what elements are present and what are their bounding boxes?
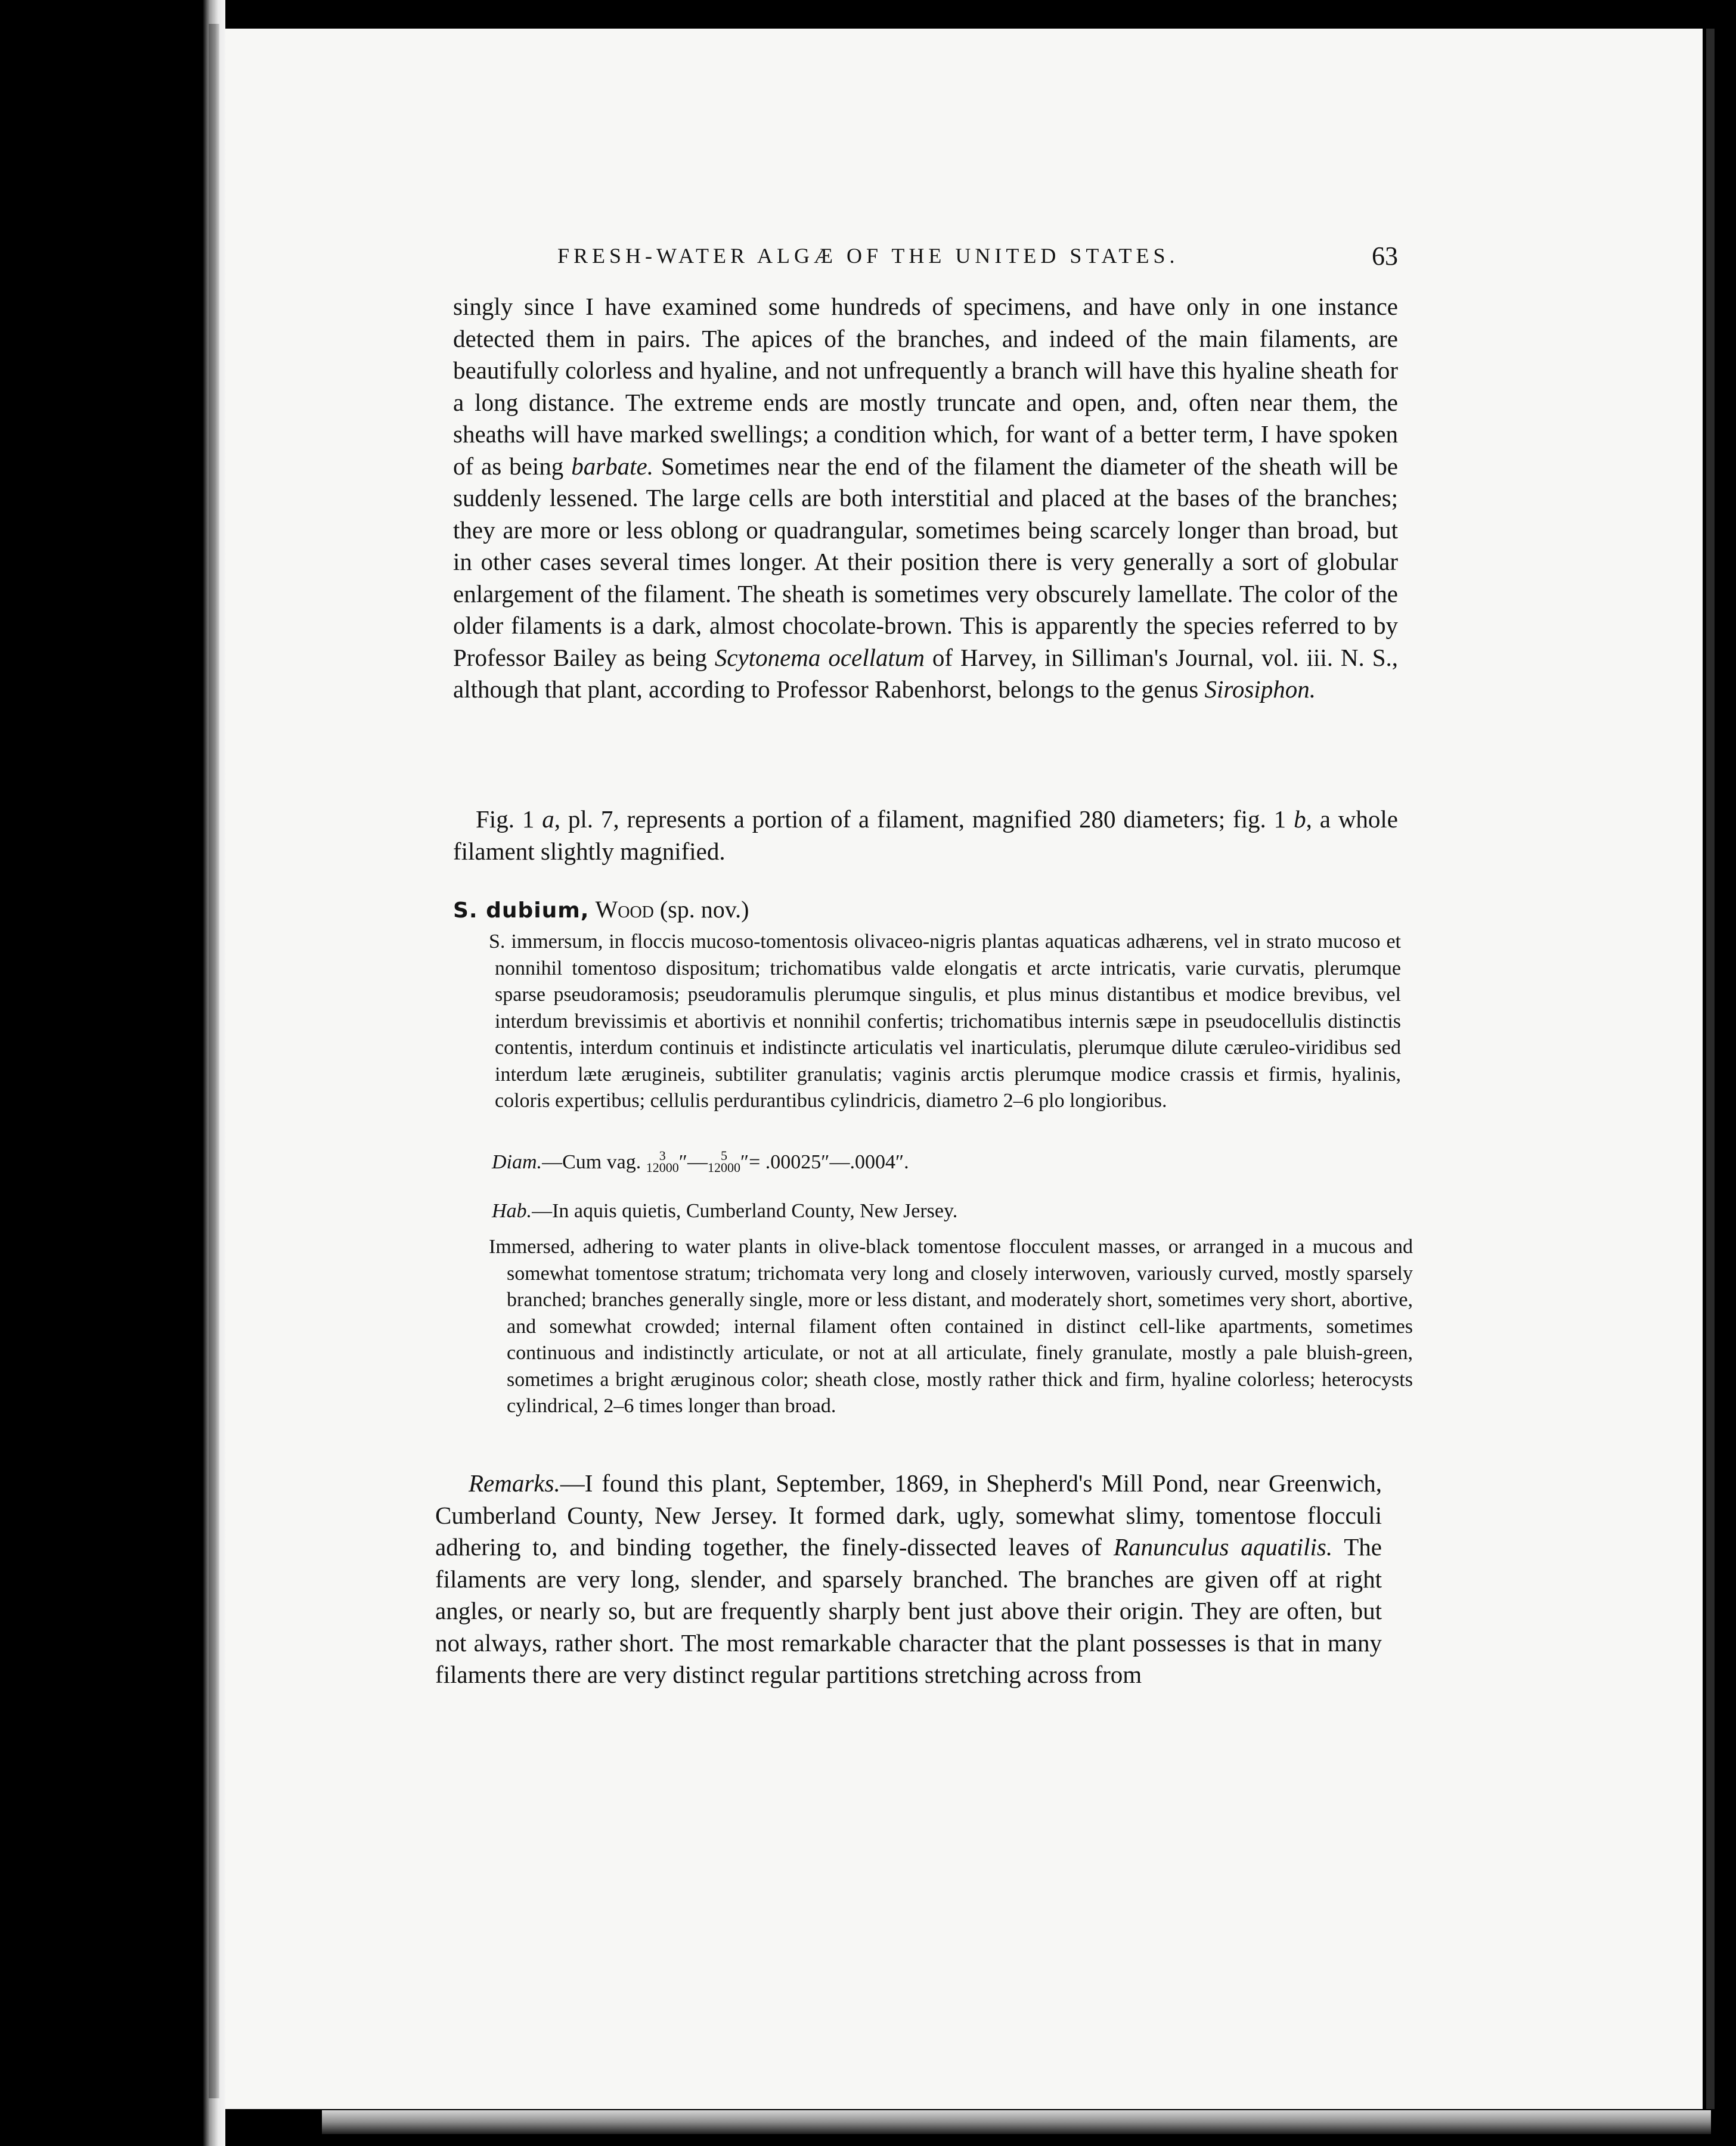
hab-label: Hab. (492, 1200, 532, 1222)
fraction-numerator: 5 (720, 1148, 727, 1163)
text-run: —In aquis quietis, Cumberland County, New Jersey. (532, 1200, 958, 1222)
text-run: ″= .00025″—.0004″. (740, 1151, 909, 1173)
species-heading (453, 895, 749, 923)
italic-species: Ranunculus aquatilis. (1113, 1533, 1333, 1561)
diam-label: Diam. (492, 1151, 542, 1173)
species-note: (sp. nov.) (659, 896, 749, 923)
figure-reference-paragraph (453, 804, 1398, 867)
text-run: The filaments are very long, slender, and sparsely branched. The branches are given off at right angles, or nearly so, but are frequently sharply bent just above their origin. They are often, but not always, rather short. The most remarkable character that the plant possesses is that in many filaments there are very distinct regular partitions stretching across from (435, 1533, 1382, 1688)
fraction-denominator: 12000 (707, 1160, 740, 1175)
diameter-line: Diam.—Cum vag. 3 12000″— 5 12000″= .00025″—.0004″. (492, 1148, 909, 1175)
fraction (646, 1150, 679, 1174)
habitat-line (492, 1198, 1386, 1225)
fraction-numerator: 3 (659, 1148, 666, 1163)
italic-term: barbate. (571, 452, 653, 480)
italic-species: Scytonema ocellatum (714, 643, 925, 671)
text-run: , a whole filament slightly magnified. (453, 805, 1398, 865)
english-description: Immersed, adhering to water plants in olive-black tomentose flocculent masses, or arranged in a mucous and somewhat tomentose stratum; trichomata very long and closely interwoven, variously curved, mostly sparsely branched; branches generally single, more or less distant, and moderately short, sometimes very short, abortive, and somewhat crowded; internal filament often contained in distinct cell-like apartments, sometimes continuous and indistinctly articulate, or not at all articulate, finely granulate, mostly a pale bluish-green, sometimes a bright æruginous color; sheath close, mostly rather thick and firm, hyaline colorless; heterocysts cylindrical, 2–6 times longer than broad. (489, 1236, 1413, 1417)
italic-genus: Sirosiphon. (1204, 675, 1316, 703)
text-run: , pl. 7, represents a portion of a filament, magnified 280 diameters; fig. 1 (554, 805, 1294, 833)
running-header (557, 243, 1398, 279)
italic-letter: a (542, 805, 554, 833)
text-run: —Cum vag. (542, 1151, 641, 1173)
text-run: Sometimes near the end of the filament the diameter of the sheath will be suddenly lessened. The large cells are both interstitial and placed at the bases of the branches; they are more or less oblong or quadrangular, sometimes being scarcely longer than broad, but in other cases several times longer. At their position there is very generally a sort of globular enlargement of the filament. The sheath is sometimes very obscurely lamellate. The color of the older filaments is a dark, almost chocolate-brown. This is apparently the species referred to by Professor Bailey as being (453, 452, 1398, 671)
running-title: FRESH-WATER ALGÆ OF THE UNITED STATES. (557, 244, 1179, 268)
italic-letter: b (1294, 805, 1306, 833)
text-run: Fig. 1 (476, 805, 542, 833)
species-name: S. dubium, (453, 898, 590, 923)
scan-right-edge (1706, 29, 1715, 2109)
text-run: —I found this plant, September, 1869, in Shepherd's Mill Pond, near Greenwich, Cumberland County, New Jersey. It formed dark, ugly, somewhat slimy, tomentose flocculi adhering to, and binding together, the finely-dissected leaves of (435, 1469, 1382, 1561)
text-run: singly since I have examined some hundreds of specimens, and have only in one instance detected them in pairs. The apices of the branches, and indeed of the main filaments, are beautifully colorless and hyaline, and not unfrequently a branch will have this hyaline sheath for a long distance. The extreme ends are mostly truncate and open, and, often near them, the sheaths will have marked swellings; a condition which, for want of a better term, I have spoken of as being (453, 293, 1398, 480)
latin-description: S. immersum, in floccis mucoso-tomentosis olivaceo-nigris plantas aquaticas adhærens, vel in strato mucoso et nonnihil tomentoso dispositum; trichomatibus valde elongatis et arcte intricatis, varie curvatis, plerumque sparse pseudoramosis; pseudoramulis plerumque singulis, et plus minus distantibus et modice brevibus, vel interdum brevissimis et abortivis et nonnihil confertis; trichomatibus internis sæpe in pseudocellulis distinctis contentis, interdum continuis et indistincte articulatis vel inarticulatis, plerumque dilute cæruleo-viridibus sed interdum læte ærugineis, subtiliter granulatis; vaginis arctis plerumque modice crassis et firmis, hyalinis, coloris expertibus; cellulis perdurantibus cylindricis, diametro 2–6 plo longioribus. (489, 931, 1401, 1112)
remarks-label: Remarks. (469, 1469, 560, 1497)
fraction-denominator: 12000 (646, 1160, 679, 1175)
paragraph-continued (453, 291, 1398, 706)
page-number: 63 (1372, 241, 1398, 271)
scan-left-edge (0, 0, 225, 2146)
text-run: of Harvey, in Silliman's Journal, vol. iii. N. S., although that plant, according to Professor Rabenhorst, belongs to the genus (453, 643, 1398, 703)
remarks-paragraph (435, 1468, 1382, 1691)
species-author: Wood (595, 896, 654, 923)
fraction (708, 1150, 740, 1174)
scan-bottom-edge (322, 2110, 1711, 2134)
